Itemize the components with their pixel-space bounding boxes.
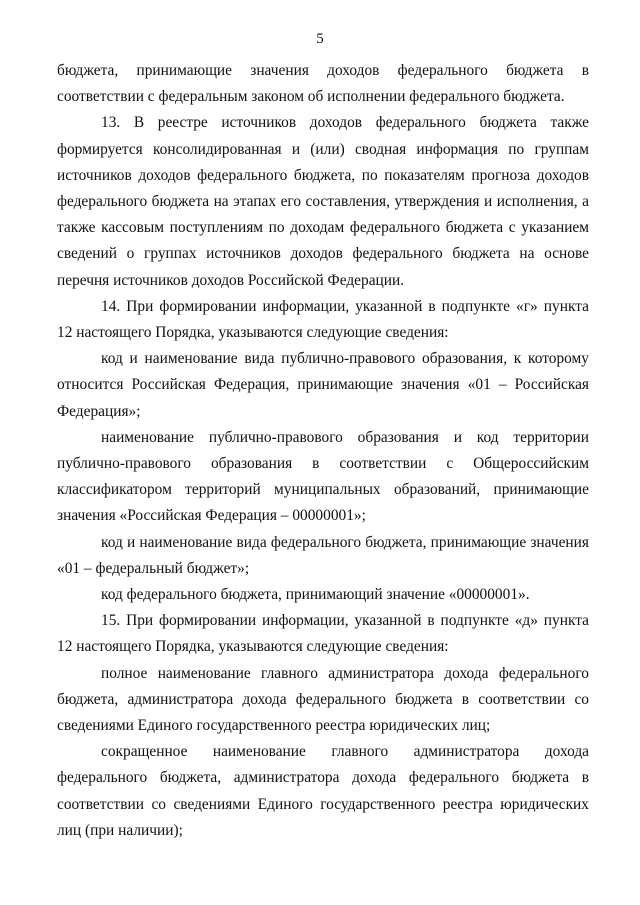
paragraph-14-item-3: код и наименование вида федерального бюджета, принимающие значения «01 – федеральный бюджет»;	[57, 533, 589, 577]
paragraph-14: 14. При формировании информации, указанной в подпункте «г» пункта 12 настоящего Порядка, указываются следующие сведения:	[57, 297, 589, 342]
document-body	[57, 58, 589, 844]
paragraph-14-item-4: код федерального бюджета, принимающий значение «00000001».	[101, 586, 530, 604]
paragraph-14-item-1: код и наименование вида публично-правового образования, к которому относится Российская Федерация, принимающие значения «01 – Российская Федерация»;	[57, 350, 589, 420]
page-number: 5	[316, 31, 324, 47]
paragraph-15-item-1: полное наименование главного администратора дохода федерального бюджета, администратора дохода федерального бюджета в соответствии со сведениями Единого государственного реестра юридических лиц;	[57, 664, 589, 735]
paragraph-13: 13. В реестре источников доходов федерального бюджета также формируется консолидированная и (или) сводная информация по группам источников доходов федерального бюджета, по показателям прогноза доходов федерального бюджета на этапах его составления, утверждения и исполнения, а также кассовым поступлениям по доходам федерального бюджета с указанием сведений о группах источников доходов федерального бюджета на основе перечня источников доходов Российской Федерации.	[57, 114, 589, 289]
paragraph-15-item-2: сокращенное наименование главного администратора дохода федерального бюджета, администратора дохода федерального бюджета в соответствии со сведениями Единого государственного реестра юридических лиц (при наличии);	[57, 743, 589, 839]
paragraph-continuation: бюджета, принимающие значения доходов федерального бюджета в соответствии с федеральным законом об исполнении федерального бюджета.	[57, 62, 589, 106]
paragraph-14-item-2: наименование публично-правового образования и код территории публично-правового образования в соответствии с Общероссийским классификатором территорий муниципальных образований, принимающие значения «Российская Федерация – 00000001»;	[57, 428, 589, 525]
paragraph-15: 15. При формировании информации, указанной в подпункте «д» пункта 12 настоящего Порядка, указываются следующие сведения:	[57, 612, 589, 656]
